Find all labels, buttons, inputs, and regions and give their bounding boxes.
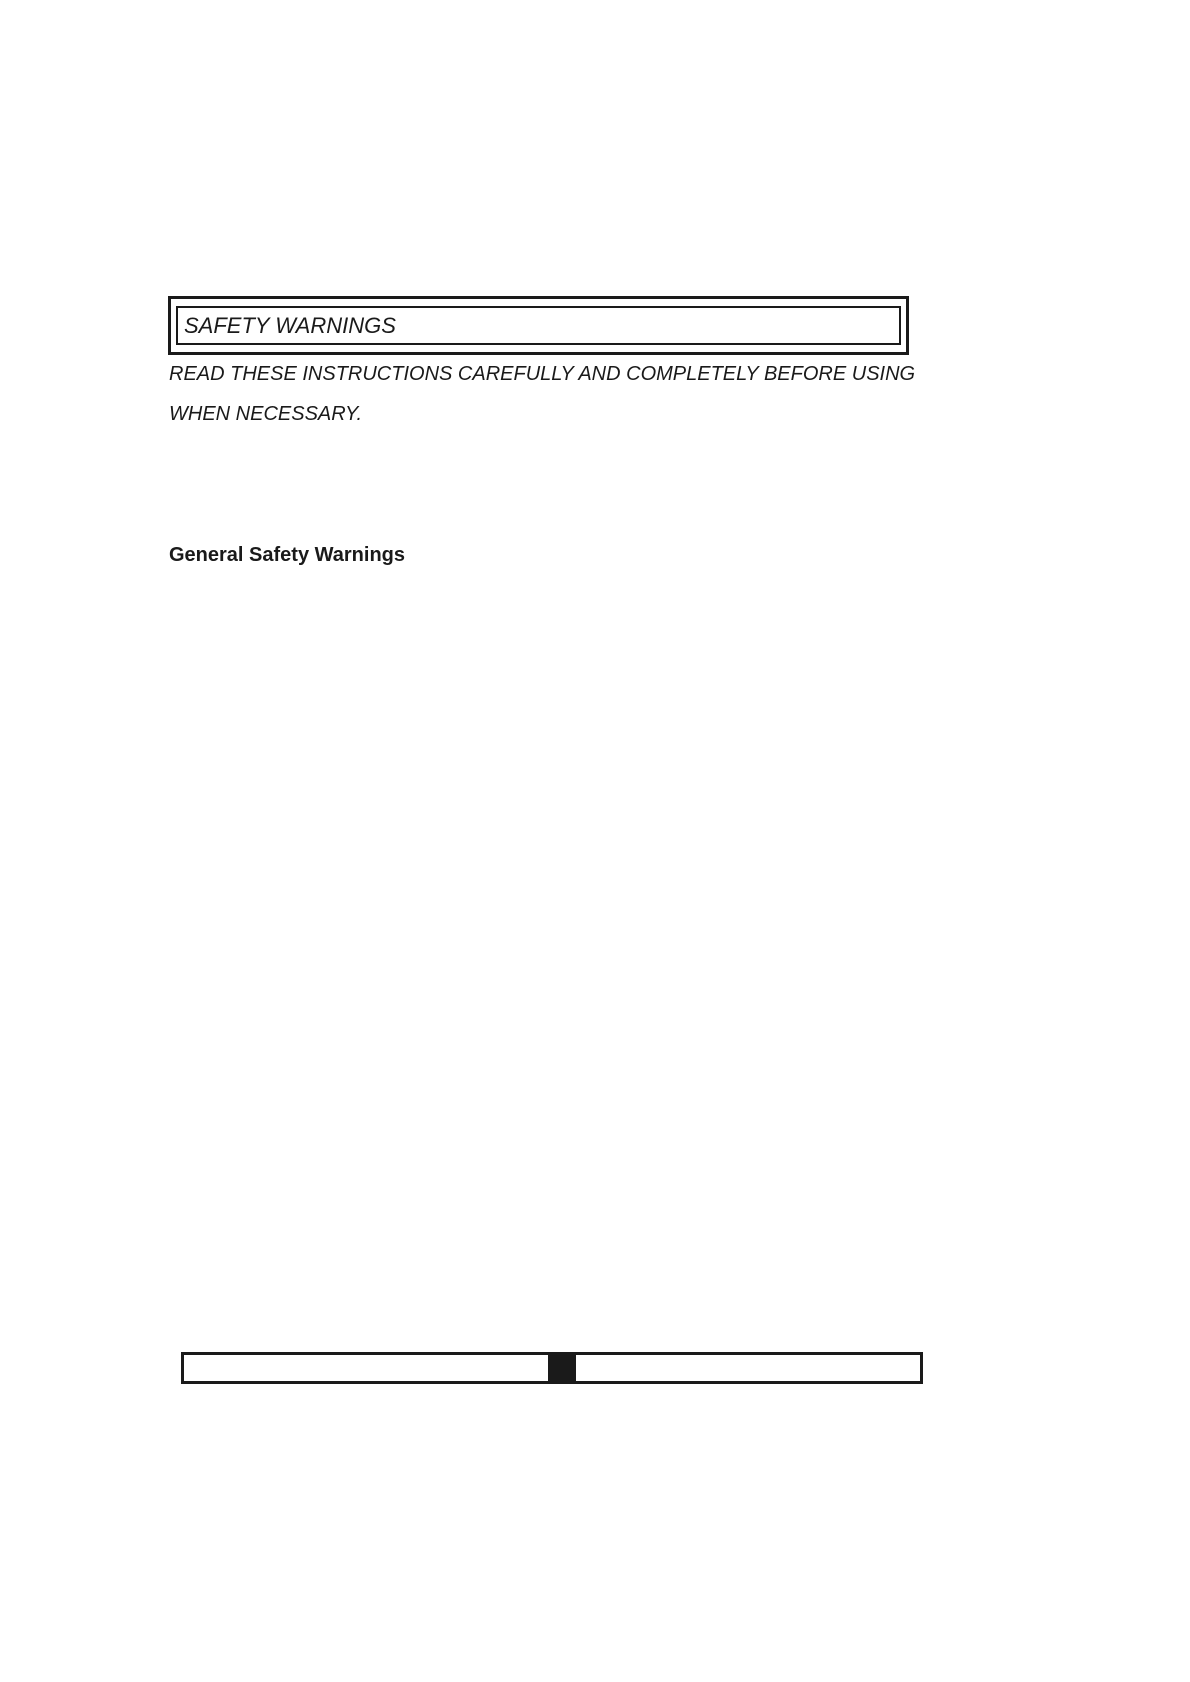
page-title: SAFETY WARNINGS [184, 313, 396, 338]
footer-bar [181, 1352, 923, 1384]
intro-text-line-2: WHEN NECESSARY. [169, 403, 363, 425]
page-number-box [548, 1355, 576, 1381]
section-heading: General Safety Warnings [169, 544, 405, 566]
section-title-box [168, 296, 909, 355]
intro-text-line-1: READ THESE INSTRUCTIONS CAREFULLY AND COMPLETELY BEFORE USING [169, 363, 916, 385]
section-title-inner-frame [176, 306, 901, 345]
